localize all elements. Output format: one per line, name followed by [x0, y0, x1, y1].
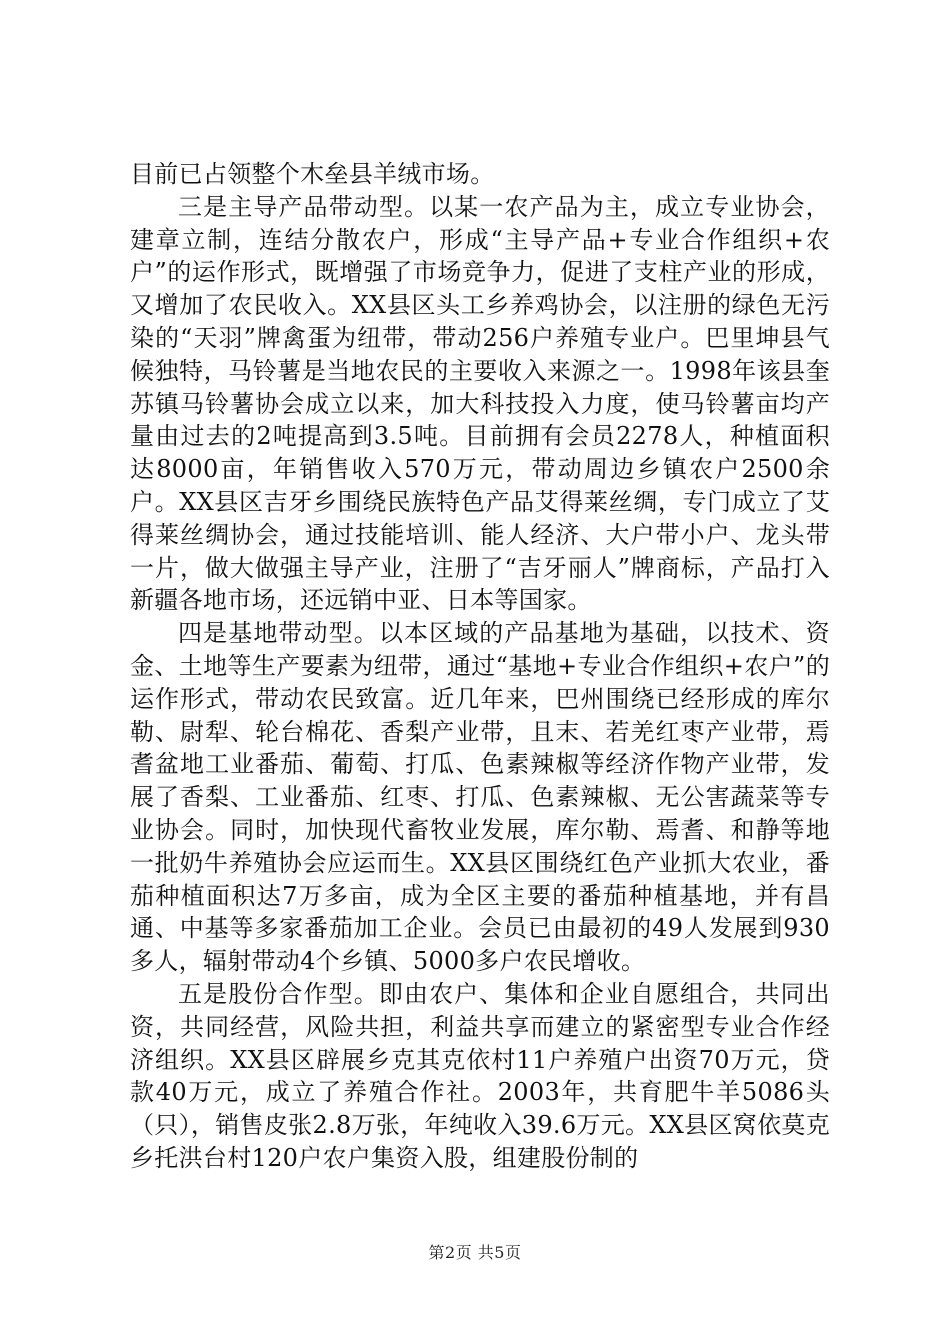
paragraph-leading-product-type: 三是主导产品带动型。以某一农产品为主，成立专业协会，建章立制，连结分散农户，形成“主导产品+专业合作组织+农户”的运作形式，既增强了市场竞争力，促进了支柱产业的形成，又增加了农民收入。XX县区头工乡养鸡协会，以注册的绿色无污染的“天羽”牌禽蛋为纽带，带动256户养殖专业户。巴里坤县气候独特，马铃薯是当地农民的主要收入来源之一。1998年该县奎苏镇马铃薯协会成立以来，加大科技投入力度，使马铃薯亩均产量由过去的2吨提高到3.5吨。目前拥有会员2278人，种植面积达8000亩，年销售收入570万元，带动周边乡镇农户2500余户。XX县区吉牙乡围绕民族特色产品艾得莱丝绸，专门成立了艾得莱丝绸协会，通过技能培训、能人经济、大户带小户、龙头带一片，做大做强主导产业，注册了“吉牙丽人”牌商标，产品打入新疆各地市场，还远销中亚、日本等国家。 — [130, 192, 830, 615]
page-number-footer: 第2页 共5页 — [428, 1243, 522, 1262]
paragraph-shareholding-cooperative-type: 五是股份合作型。即由农户、集体和企业自愿组合，共同出资，共同经营，风险共担，利益共享而建立的紧密型专业合作经济组织。XX县区辟展乡克其克依村11户养殖户出资70万元，贷款40万元，成立了养殖合作社。2003年，共育肥牛羊5086头（只），销售皮张2.8万张，年纯收入39.6万元。XX县区窝依莫克乡托洪台村120户农户集资入股，组建股份制的 — [130, 979, 830, 1172]
paragraph-continuation: 目前已占领整个木垒县羊绒市场。 — [130, 160, 495, 188]
document-body — [130, 158, 830, 1175]
paragraph-base-driven-type: 四是基地带动型。以本区域的产品基地为基础，以技术、资金、土地等生产要素为纽带，通过“基地+专业合作组织+农户”的运作形式，带动农民致富。近几年来，巴州围绕已经形成的库尔勒、尉犁、轮台棉花、香梨产业带，且末、若羌红枣产业带，焉耆盆地工业番茄、葡萄、打瓜、色素辣椒等经济作物产业带，发展了香梨、工业番茄、红枣、打瓜、色素辣椒、无公害蔬菜等专业协会。同时，加快现代畜牧业发展，库尔勒、焉耆、和静等地一批奶牛养殖协会应运而生。XX县区围绕红色产业抓大农业，番茄种植面积达7万多亩，成为全区主要的番茄种植基地，并有昌通、中基等多家番茄加工企业。会员已由最初的49人发展到930多人，辐射带动4个乡镇、5000多户农民增收。 — [130, 619, 830, 976]
